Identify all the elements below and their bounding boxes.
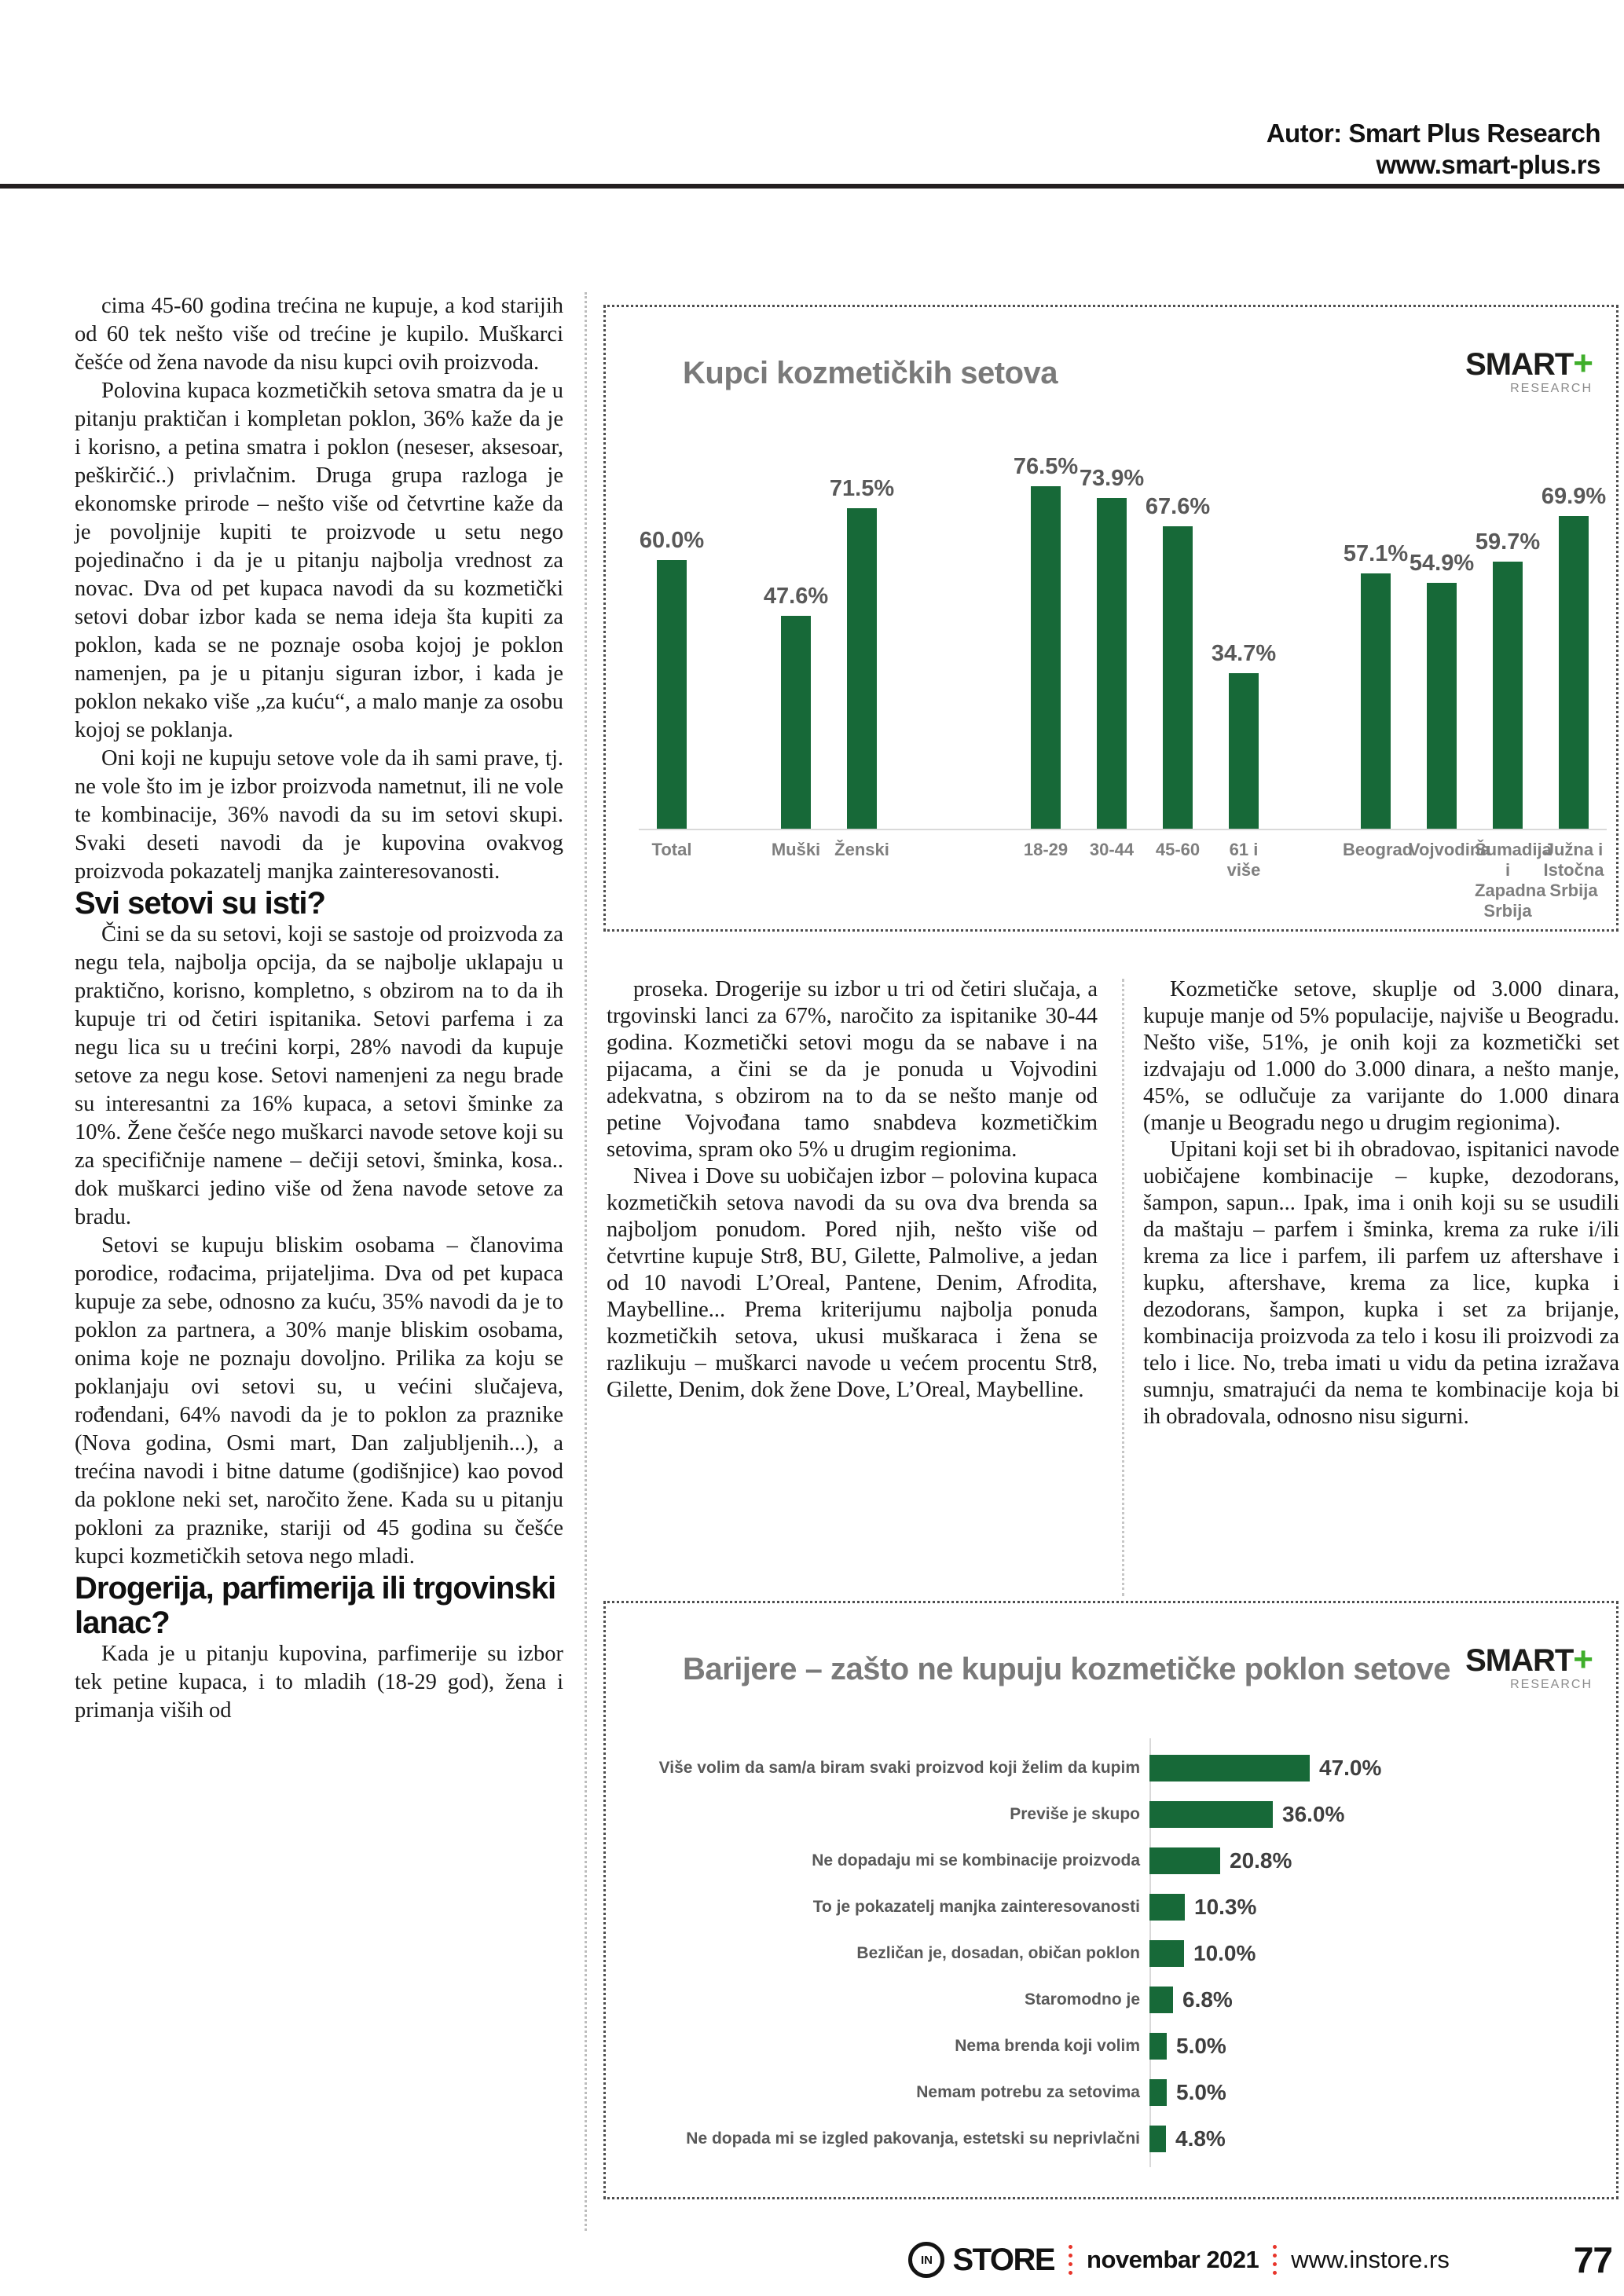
page-footer: [908, 2239, 1612, 2281]
bar: [1031, 486, 1061, 829]
bar: [1149, 2126, 1166, 2152]
bar: [847, 508, 877, 829]
bar-column: [1409, 551, 1475, 829]
footer-website: www.instore.rs: [1291, 2246, 1450, 2273]
bar-value-label: 76.5%: [1013, 454, 1079, 479]
footer-magazine-name: STORE: [952, 2242, 1055, 2277]
bar-value-label: 34.7%: [1211, 641, 1277, 666]
plus-icon: +: [1573, 344, 1593, 383]
paragraph: proseka. Drogerije su izbor u tri od četiri slučaja, a trgovinski lanci za 67%, naročito za ispitanike 30-44 godina. Kozmetički setovi mogu da se nabave i na pijacama, a čini se da je ponuda u Vojvodini adekvatna, s obzirom na to da se nešto manje od petine Vojvođana tamo snabdeva kozmetičkim setovima, spram oko 5% u drugim regionima.: [607, 977, 1098, 1162]
bar-row: [621, 2115, 1589, 2162]
bar-value-label: 60.0%: [639, 528, 705, 553]
bar-row: [621, 1745, 1589, 1791]
bar-value-label: 69.9%: [1541, 484, 1607, 509]
bar-column: [1079, 466, 1145, 829]
bar: [1149, 1755, 1310, 1782]
instore-logo: [908, 2242, 1054, 2278]
footer-separator: [1273, 2245, 1277, 2275]
logo-name: SMART: [1465, 1643, 1574, 1678]
footer-separator: [1069, 2245, 1072, 2275]
bar-category-label: Nemam potrebu za setovima: [916, 2082, 1140, 2101]
page-header: [1267, 118, 1600, 181]
bar-column: [829, 476, 895, 829]
header-rule: [0, 184, 1624, 189]
bar-value-label: 67.6%: [1145, 494, 1211, 519]
bar-category-label: Beograd: [1343, 840, 1413, 859]
bar-category-label: Ne dopada mi se izgled pakovanja, estetski su neprivlačni: [686, 2129, 1140, 2148]
column-divider-right: [1122, 979, 1124, 1596]
logo-name: SMART: [1465, 347, 1574, 382]
bar-category-label: Nema brenda koji volim: [955, 2036, 1140, 2055]
bar-category-label: Ne dopadaju mi se kombinacije proizvoda: [812, 1851, 1140, 1869]
bar-column: [1541, 484, 1607, 829]
bar-category-label: Južna i Istočna Srbija: [1543, 840, 1604, 900]
paragraph: Upitani koji set bi ih obradovao, ispitanici navode uobičajene kombinacije – kupke, dezodorans, šampon, sapun... Ipak, ima i onih koji su se usudili da maštaju – parfem i šminka, krema za ruke i/ili krema za lice i parfem, ili parfem uz aftershave i kupku, aftershave, krema za lice, kupka i dezodorans, šampon, kupka i set za brijanje, kombinacija proizvoda za telo i kosu ili proizvodi za telo i lice. No, treba imati u vidu da petina izražava sumnju, smatrajući da nema te kombinacije koja bi ih obradovala, odnosno nisu sigurni.: [1143, 1137, 1619, 1429]
bar-category-label: Šumadija i Zapadna Srbija: [1475, 840, 1552, 921]
bar-value-label: 5.0%: [1176, 2079, 1226, 2104]
text-column-right: [1143, 976, 1619, 1430]
bar-category-label: 61 i više: [1226, 840, 1261, 880]
bar: [1427, 583, 1457, 829]
plus-icon: +: [1573, 1640, 1593, 1679]
header-author: Autor: Smart Plus Research: [1266, 119, 1600, 148]
bar: [1149, 1801, 1273, 1828]
bar-column: [1145, 494, 1211, 829]
bar-row: [621, 1791, 1589, 1837]
paragraph: Polovina kupaca kozmetičkih setova smatra da je u pitanju praktičan i kompletan poklon, 36% kaže da je i korisno, a petina smatra i poklon (neseser, aksesoar, peškirčić..) privlačnim. Druga grupa razloga je ekonomske prirode – nešto više od četvrtine kaže da je povoljnije kupiti te proizvode u setu nego pojedinačno i da je u pitanju najbolja vrednost za novac. Dva od pet kupaca navodi da su kozmetički setovi dobar izbor kada se nema ideja šta kupiti za poklon, kada se ne poznaje osoba kojoj je poklon namenjen, pa je u pitanju siguran izbor, i kada je poklon nekako više „za kuću“, a malo manje za osobu kojoj se poklanja.: [75, 379, 563, 742]
bar-value-label: 10.0%: [1193, 1940, 1256, 1965]
bar-category-label: To je pokazatelj manjka zainteresovanosti: [812, 1897, 1140, 1916]
bar: [657, 560, 687, 829]
column-divider-left: [585, 292, 587, 2231]
buyers-chart-category-labels: [639, 840, 1607, 921]
bar-category-label: 45-60: [1155, 840, 1201, 859]
bar-value-label: 57.1%: [1343, 541, 1409, 566]
bar-column: [763, 584, 829, 829]
paragraph: Kada je u pitanju kupovina, parfimerije su izbor tek petine kupaca, i to mladih (18-29 god), žena i primanja viših od: [75, 1642, 563, 1723]
bar-category-label: Previše je skupo: [1010, 1804, 1140, 1823]
bar: [1493, 562, 1523, 829]
x-axis-line: [639, 829, 1607, 830]
bar-value-label: 20.8%: [1230, 1847, 1292, 1873]
logo-subtitle: RESEARCH: [1510, 382, 1593, 395]
bar-category-label: Bezličan je, dosadan, običan poklon: [856, 1943, 1140, 1962]
bar-row: [621, 2069, 1589, 2115]
bar: [1149, 2079, 1167, 2106]
text-column-left: [75, 292, 563, 1725]
bar-category-label: 18-29: [1023, 840, 1069, 859]
paragraph: cima 45-60 godina trećina ne kupuje, a kod starijih od 60 tek nešto više od trećine je kupilo. Muškarci češće od žena navode da nisu kupci ovih proizvoda.: [75, 294, 563, 375]
bar-column: [1013, 454, 1079, 829]
instore-circle-icon: IN: [908, 2242, 944, 2278]
barriers-chart-rows: [621, 1745, 1589, 2162]
section-heading-drogerija: Drogerija, parfimerija ili trgovinski lanac?: [75, 1571, 556, 1640]
bar-category-label: Muški: [771, 840, 821, 859]
bar-row: [621, 1976, 1589, 2023]
bar: [1229, 673, 1259, 829]
bar: [1097, 498, 1127, 829]
logo-subtitle: RESEARCH: [1510, 1678, 1593, 1691]
bar: [1149, 1894, 1185, 1921]
bar-value-label: 4.8%: [1175, 2126, 1226, 2151]
bar-row: [621, 1884, 1589, 1930]
buyers-chart-card: [603, 305, 1619, 932]
bar-column: [1343, 541, 1409, 829]
bar: [1149, 1940, 1184, 1967]
paragraph: Nivea i Dove su uobičajen izbor – polovina kupaca kozmetičkih setova navodi da su ova dva brenda sa najboljom ponudom. Pored njih, nešto više od četvrtine kupuje Str8, BU, Gilette, Palmolive, a jedan od 10 navodi L’Oreal, Pantene, Denim, Afrodita, Maybelline... Prema kriterijumu najbolja ponuda kozmetičkih setova, ukusi muškaraca i žena se razlikuju – muškarci navode u većem procentu Str8, Gilette, Denim, dok žene Dove, L’Oreal, Maybelline.: [607, 1164, 1098, 1402]
buyers-chart-plot: [639, 441, 1607, 829]
page-number: 77: [1573, 2239, 1612, 2280]
paragraph: Čini se da su setovi, koji se sastoje od proizvoda za negu tela, najbolja opcija, da se najbolje uklapaju u praktično, korisno, kompletno, s obzirom na to da ih kupuje tri od četiri ispitanika. Setovi parfema i za negu lica su u trećini korpi, 28% navodi da kupuje setove za negu kose. Setovi namenjeni za negu brade su interesantni za 16% kupaca, a setovi šminke za 10%. Žene češće nego muškarci navode setove koji su za specifičnije namene – dečiji setovi, šminka, kosa.. dok muškarci jedino više od žena navode setove za bradu.: [75, 922, 563, 1229]
bar: [1149, 1987, 1173, 2013]
bar-value-label: 47.0%: [1319, 1755, 1382, 1780]
bar: [781, 616, 811, 829]
header-website: www.smart-plus.rs: [1376, 150, 1600, 179]
bar-category-label: Staromodno je: [1024, 1990, 1140, 2009]
bar-category-label: 30-44: [1089, 840, 1135, 859]
bar-value-label: 59.7%: [1475, 529, 1541, 555]
paragraph: Oni koji ne kupuju setove vole da ih sami prave, tj. ne vole što im je izbor proizvoda nametnut, ili ne vole te kombinacije, 36% navodi da su im setovi skupi. Svaki deseti navodi da je kupovina ovakvog proizvoda pokazatelj manjka zainteresovanosti.: [75, 746, 563, 884]
bar-value-label: 36.0%: [1282, 1801, 1345, 1826]
bar-value-label: 6.8%: [1182, 1987, 1233, 2012]
bar: [1163, 526, 1193, 829]
smartplus-logo: [1465, 346, 1593, 395]
bar: [1559, 516, 1589, 829]
bar: [1361, 573, 1391, 829]
barriers-chart-title: Barijere – zašto ne kupuju kozmetičke poklon setove: [683, 1652, 1451, 1686]
bar-category-label: Više volim da sam/a biram svaki proizvod koji želim da kupim: [658, 1758, 1140, 1777]
bar-value-label: 71.5%: [829, 476, 895, 501]
text-column-middle: [607, 976, 1098, 1404]
bar-category-label: Ženski: [834, 840, 889, 859]
section-heading-svi-setovi: Svi setovi su isti?: [75, 886, 325, 921]
buyers-chart-title: Kupci kozmetičkih setova: [683, 356, 1058, 390]
bar: [1149, 1847, 1220, 1874]
barriers-chart-card: [603, 1601, 1619, 2199]
bar-value-label: 10.3%: [1194, 1894, 1257, 1919]
bar-category-label: Total: [651, 840, 692, 859]
bar-value-label: 47.6%: [763, 584, 829, 609]
bar: [1149, 2033, 1167, 2060]
bar-column: [639, 528, 705, 829]
bar-value-label: 54.9%: [1409, 551, 1475, 576]
bar-value-label: 5.0%: [1176, 2033, 1226, 2058]
footer-issue-date: novembar 2021: [1087, 2246, 1259, 2273]
bar-row: [621, 1930, 1589, 1976]
bar-row: [621, 2023, 1589, 2069]
bar-column: [1475, 529, 1541, 829]
paragraph: Kozmetičke setove, skuplje od 3.000 dinara, kupuje manje od 5% populacije, najviše u Beogradu. Nešto više, 51%, je onih koji za kozmetički set izdvajaju od 1.000 do 3.000 dinara, a nešto manje, 45%, se odlučuje za varijante do 1.000 dinara (manje u Beogradu nego u drugim regionima).: [1143, 977, 1619, 1135]
smartplus-logo: [1465, 1642, 1593, 1691]
paragraph: Setovi se kupuju bliskim osobama – članovima porodice, rođacima, prijateljima. Dva od pet kupaca kupuje za sebe, odnosno za kuću, 35% navodi da je to poklon za partnera, a 30% manje bliskim osobama, onima koje ne poznaju dovoljno. Prilika za koju se poklanjaju ovi setovi su, u većini slučajeva, rođendani, 64% navodi da je to poklon za praznike (Nova godina, Osmi mart, Dan zaljubljenih...), a trećina navodi i bitne datume (godišnjice) kao povod da poklone neki set, naročito žene. Kada su u pitanju pokloni za praznike, stariji od 45 godina su češće kupci kozmetičkih setova nego mladi.: [75, 1233, 563, 1569]
bar-column: [1211, 641, 1277, 829]
bar-row: [621, 1837, 1589, 1884]
bar-value-label: 73.9%: [1079, 466, 1145, 491]
bar-category-label: Vojvodina: [1409, 840, 1490, 859]
